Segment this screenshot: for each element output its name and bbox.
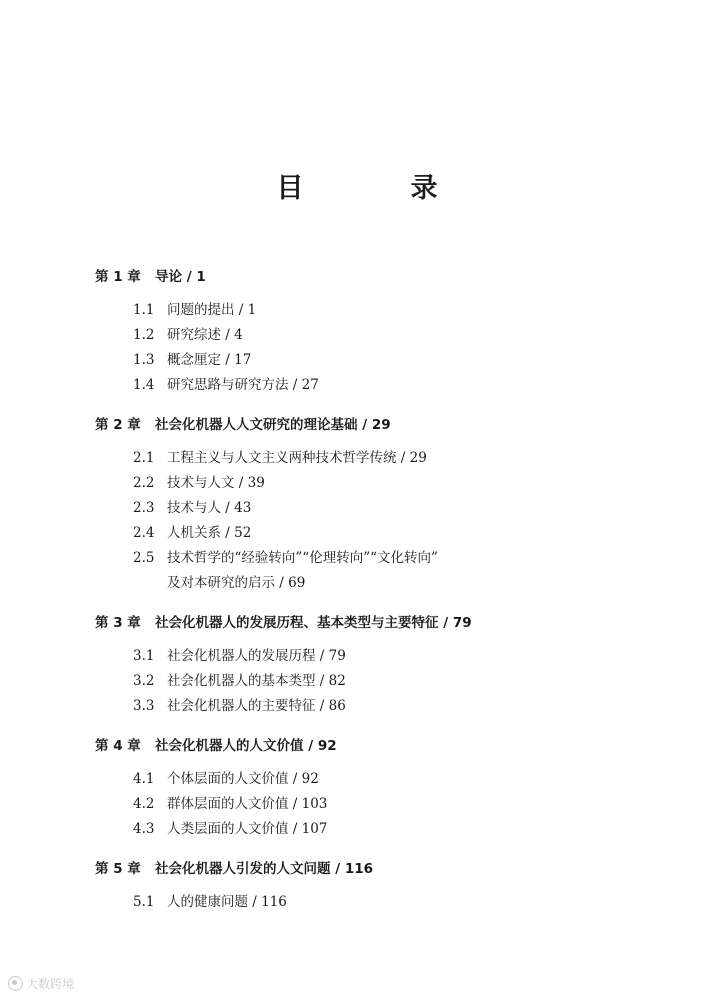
chapter-title: 社会化机器人人文研究的理论基础 / 29	[155, 417, 391, 433]
section-number: 1.4	[133, 377, 155, 393]
section-3-1[interactable]	[95, 644, 655, 669]
table-of-contents	[95, 264, 655, 929]
section-1-2[interactable]	[95, 323, 655, 348]
chapter-4[interactable]	[95, 733, 655, 759]
chapter-3[interactable]	[95, 610, 655, 636]
chapter-title: 社会化机器人引发的人文问题 / 116	[155, 861, 374, 877]
section-number: 5.1	[133, 894, 155, 910]
chapter-2-sections	[95, 446, 655, 596]
section-2-4[interactable]	[95, 521, 655, 546]
chapter-1-sections	[95, 298, 655, 398]
section-number: 3.2	[133, 673, 155, 689]
chapter-5-sections	[95, 890, 655, 915]
section-title: 问题的提出 / 1	[167, 302, 257, 318]
section-title: 个体层面的人文价值 / 92	[167, 771, 319, 787]
section-title: 研究综述 / 4	[167, 327, 243, 343]
section-number: 3.3	[133, 698, 155, 714]
chapter-3-sections	[95, 644, 655, 719]
section-2-5[interactable]	[95, 546, 655, 571]
section-number: 4.1	[133, 771, 155, 787]
section-title: 技术与人文 / 39	[167, 475, 265, 491]
section-number: 2.2	[133, 475, 155, 491]
chapter-title: 导论 / 1	[155, 269, 206, 285]
chapter-1[interactable]	[95, 264, 655, 290]
section-3-3[interactable]	[95, 694, 655, 719]
section-4-3[interactable]	[95, 817, 655, 842]
section-title-continuation: 及对本研究的启示 / 69	[167, 575, 306, 591]
section-number: 4.3	[133, 821, 155, 837]
section-title: 群体层面的人文价值 / 103	[167, 796, 328, 812]
section-4-1[interactable]	[95, 767, 655, 792]
chapter-5[interactable]	[95, 856, 655, 882]
section-title: 社会化机器人的主要特征 / 86	[167, 698, 346, 714]
section-2-1[interactable]	[95, 446, 655, 471]
section-2-5-continuation[interactable]	[95, 571, 655, 596]
section-1-3[interactable]	[95, 348, 655, 373]
chapter-number: 第 4 章	[95, 738, 141, 754]
section-2-3[interactable]	[95, 496, 655, 521]
chapter-title: 社会化机器人的人文价值 / 92	[155, 738, 337, 754]
section-number: 4.2	[133, 796, 155, 812]
chapter-number: 第 5 章	[95, 861, 141, 877]
section-1-1[interactable]	[95, 298, 655, 323]
section-title: 技术与人 / 43	[167, 500, 252, 516]
section-title: 人类层面的人文价值 / 107	[167, 821, 328, 837]
section-number: 2.5	[133, 550, 155, 566]
page-title: 目 录	[276, 173, 478, 204]
chapter-number: 第 3 章	[95, 615, 141, 631]
watermark-text: 大数跨境	[26, 977, 75, 991]
chapter-title: 社会化机器人的发展历程、基本类型与主要特征 / 79	[155, 615, 472, 631]
section-2-2[interactable]	[95, 471, 655, 496]
section-title: 工程主义与人文主义两种技术哲学传统 / 29	[167, 450, 427, 466]
section-5-1[interactable]	[95, 890, 655, 915]
circle-logo-icon	[8, 976, 23, 991]
section-title: 人机关系 / 52	[167, 525, 252, 541]
watermark	[8, 975, 74, 992]
section-title: 人的健康问题 / 116	[167, 894, 287, 910]
section-number: 2.3	[133, 500, 155, 516]
chapter-4-sections	[95, 767, 655, 842]
section-3-2[interactable]	[95, 669, 655, 694]
section-title: 概念厘定 / 17	[167, 352, 252, 368]
chapter-2[interactable]	[95, 412, 655, 438]
section-number: 2.1	[133, 450, 155, 466]
section-title: 社会化机器人的发展历程 / 79	[167, 648, 346, 664]
chapter-number: 第 1 章	[95, 269, 141, 285]
section-title: 研究思路与研究方法 / 27	[167, 377, 319, 393]
section-1-4[interactable]	[95, 373, 655, 398]
chapter-number: 第 2 章	[95, 417, 141, 433]
section-number: 3.1	[133, 648, 155, 664]
section-number: 1.2	[133, 327, 155, 343]
section-number: 1.1	[133, 302, 155, 318]
section-title: 技术哲学的“经验转向”“伦理转向”“文化转向”	[167, 550, 438, 566]
section-4-2[interactable]	[95, 792, 655, 817]
section-number: 2.4	[133, 525, 155, 541]
section-number: 1.3	[133, 352, 155, 368]
section-title: 社会化机器人的基本类型 / 82	[167, 673, 346, 689]
